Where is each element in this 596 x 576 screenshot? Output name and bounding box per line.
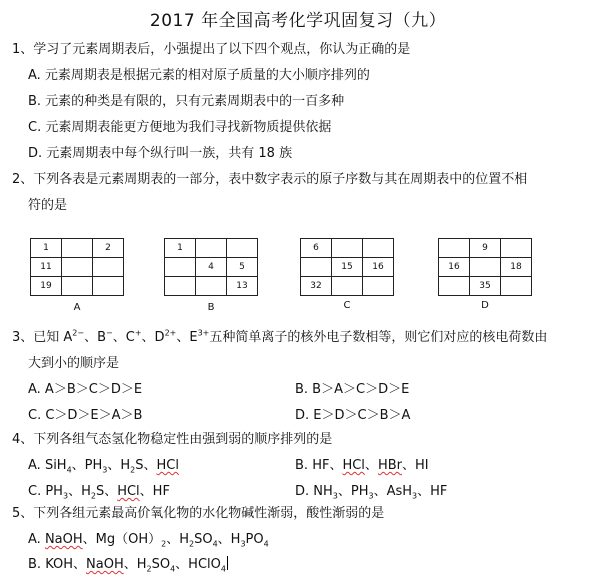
grid-row — [165, 277, 258, 296]
grid-cell — [332, 239, 363, 258]
table-d — [438, 238, 532, 296]
grid-cell — [439, 239, 470, 258]
q3-option-d: D. E＞D＞C＞B＞A — [295, 408, 411, 423]
grid-cell: 15 — [332, 258, 363, 277]
q4-option-d: D. $NH_3$、$PH_3$、AsH$_3$、HF — [295, 484, 448, 501]
grid-cell — [332, 277, 363, 296]
grid-row — [31, 277, 124, 296]
table-a-label: A — [73, 302, 81, 313]
q3-option-a: A. A＞B＞C＞D＞E — [28, 382, 143, 397]
grid-cell — [439, 277, 470, 296]
q4-stem: 4、下列各组气态氢化物稳定性由强到弱的顺序排列的是 — [12, 432, 333, 447]
grid-cell: 4 — [196, 258, 227, 277]
grid-cell — [196, 277, 227, 296]
grid-cell — [227, 239, 258, 258]
grid-cell — [62, 258, 93, 277]
text-cursor — [227, 556, 228, 570]
grid-cell — [301, 258, 332, 277]
q5-option-a: A. NaOH、$Mg(OH)_2$、$H_2SO_4$、$H_3PO_4$ — [28, 532, 269, 549]
grid-row — [31, 258, 124, 277]
q4-option-c: C. $PH_3$、$H_2S$、HCl、HF — [28, 484, 170, 501]
table-a — [30, 238, 124, 296]
q2-stem-cont: 符的是 — [28, 198, 68, 213]
grid-cell: 18 — [501, 258, 532, 277]
q3-stem: 3、已知 $A^{2-}$、B−、C+、$D^{2+}$、$E^{3+}$五种简单离子的核外电子数相等，则它们对应的核电荷数由 — [12, 328, 548, 345]
grid-cell — [363, 277, 394, 296]
grid-row — [301, 277, 394, 296]
q5-option-b[interactable]: B. KOH、NaOH、$H_2SO_4$、HClO$_4$ — [28, 557, 226, 574]
grid-cell: 16 — [439, 258, 470, 277]
grid-cell: 6 — [301, 239, 332, 258]
q4-option-b: B. HF、HCl、HBr、HI — [295, 458, 429, 473]
grid-cell: 11 — [31, 258, 62, 277]
grid-cell: 9 — [470, 239, 501, 258]
grid-row — [301, 258, 394, 277]
grid-cell: 13 — [227, 277, 258, 296]
grid-cell — [196, 239, 227, 258]
grid-cell: 5 — [227, 258, 258, 277]
q3-stem-cont: 大到小的顺序是 — [28, 356, 120, 371]
grid-cell — [62, 239, 93, 258]
grid-cell — [165, 258, 196, 277]
grid-cell: 2 — [93, 239, 124, 258]
grid-row — [165, 258, 258, 277]
grid-row — [439, 277, 532, 296]
q1-option-b: B. 元素的种类是有限的，只有元素周期表中的一百多种 — [28, 94, 345, 109]
grid-cell: 1 — [165, 239, 196, 258]
grid-cell: 32 — [301, 277, 332, 296]
grid-cell — [501, 277, 532, 296]
grid-cell: 16 — [363, 258, 394, 277]
table-b — [164, 238, 258, 296]
grid-cell — [93, 277, 124, 296]
table-b-label: B — [207, 302, 215, 313]
q1-option-a: A. 元素周期表是根据元素的相对原子质量的大小顺序排列的 — [28, 68, 370, 83]
q4-option-a: A. SiH$_4$、$PH_3$、$H_2S$、HCl — [28, 458, 179, 475]
q1-option-c: C. 元素周期表能更方便地为我们寻找新物质提供依据 — [28, 120, 332, 135]
grid-cell — [501, 239, 532, 258]
q2-stem: 2、下列各表是元素周期表的一部分，表中数字表示的原子序数与其在周期表中的位置不相 — [12, 172, 528, 187]
table-c-label: C — [343, 300, 351, 311]
grid-cell: 35 — [470, 277, 501, 296]
grid-row — [439, 239, 532, 258]
q3-option-b: B. B＞A＞C＞D＞E — [295, 382, 410, 397]
grid-row — [165, 239, 258, 258]
table-d-label: D — [481, 300, 489, 311]
q1-stem: 1、学习了元素周期表后，小强提出了以下四个观点，你认为正确的是 — [12, 42, 411, 57]
grid-row — [31, 239, 124, 258]
q1-option-d: D. 元素周期表中每个纵行叫一族，共有 18 族 — [28, 146, 293, 161]
q3-option-c: C. C＞D＞E＞A＞B — [28, 408, 143, 423]
grid-cell — [62, 277, 93, 296]
grid-row — [439, 258, 532, 277]
table-c — [300, 238, 394, 296]
page-title: 2017 年全国高考化学巩固复习（九） — [149, 11, 447, 31]
grid-row — [301, 239, 394, 258]
grid-cell — [165, 277, 196, 296]
grid-cell — [93, 258, 124, 277]
grid-cell — [363, 239, 394, 258]
grid-cell: 1 — [31, 239, 62, 258]
grid-cell — [470, 258, 501, 277]
grid-cell: 19 — [31, 277, 62, 296]
q5-stem: 5、下列各组元素最高价氧化物的水化物碱性渐弱，酸性渐弱的是 — [12, 506, 385, 521]
